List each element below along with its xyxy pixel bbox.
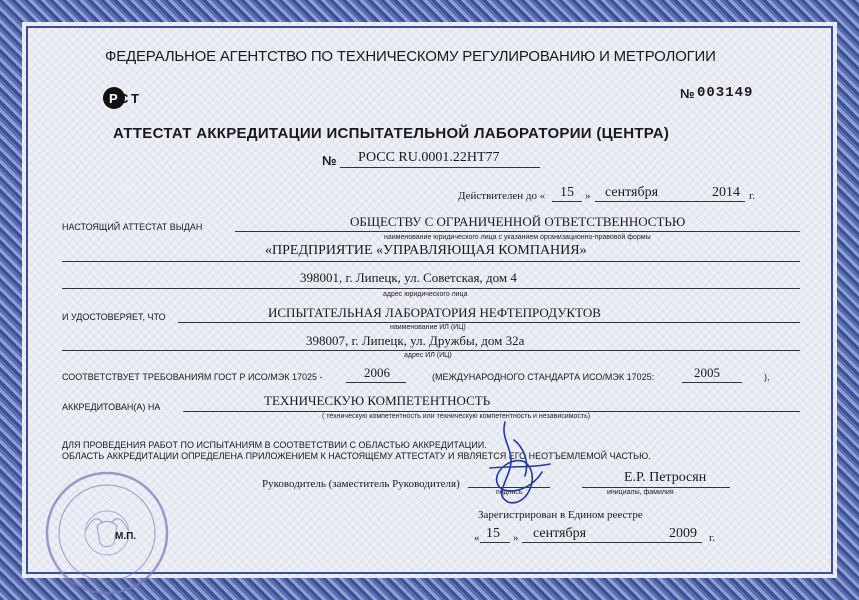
registered-suffix: г. <box>709 532 716 544</box>
validity-sep: » <box>585 190 591 202</box>
validity-day-line <box>552 201 582 202</box>
issued-caption2: адрес юридического лица <box>383 291 468 298</box>
signer-name-caption: инициалы, фамилия <box>607 489 674 496</box>
serial-number: 003149 <box>697 85 754 101</box>
accredited-label: АККРЕДИТОВАН(А) НА <box>62 402 161 412</box>
svg-text:Т: Т <box>131 91 139 106</box>
svg-text:С: С <box>119 91 129 106</box>
agency-title: ФЕДЕРАЛЬНОЕ АГЕНТСТВО ПО ТЕХНИЧЕСКОМУ РЕГУЛИРОВАНИЮ И МЕТРОЛОГИИ <box>105 48 716 65</box>
intl-label: (МЕЖДУНАРОДНОГО СТАНДАРТА ИСО/МЭК 17025: <box>432 372 655 382</box>
registered-month: сентября <box>533 526 587 541</box>
issued-address: 398001, г. Липецк, ул. Советская, дом 4 <box>300 270 517 285</box>
rst-logo <box>102 86 146 110</box>
validity-year: 2014 <box>712 185 740 200</box>
registered-sep: » <box>513 532 519 544</box>
official-seal <box>42 468 172 598</box>
intl-year: 2005 <box>694 365 720 380</box>
registered-open: « <box>474 532 480 544</box>
signature-graphic <box>470 410 560 520</box>
issued-address-underline <box>62 288 800 289</box>
certifies-address-underline <box>62 350 800 351</box>
sign-caption: подпись <box>496 489 523 496</box>
issued-line2: «ПРЕДПРИЯТИЕ «УПРАВЛЯЮЩАЯ КОМПАНИЯ» <box>265 243 587 258</box>
signer-name-underline <box>582 487 730 488</box>
validity-label: Действителен до « <box>458 190 546 202</box>
issued-line1-underline <box>235 231 800 232</box>
scope-line2: ОБЛАСТЬ АККРЕДИТАЦИИ ОПРЕДЕЛЕНА ПРИЛОЖЕНИЕМ К НАСТОЯЩЕМУ АТТЕСТАТУ И ЯВЛЯЕТСЯ ЕГО НЕОТЪЕМЛЕМОЙ ЧАСТЬЮ. <box>62 451 651 461</box>
gost-label: СООТВЕТСТВУЕТ ТРЕБОВАНИЯМ ГОСТ Р ИСО/МЭК 17025 - <box>62 372 323 382</box>
reg-prefix: № <box>322 153 337 168</box>
gost-year-underline <box>346 382 406 383</box>
intl-year-underline <box>682 382 742 383</box>
certifies-caption1: наименование ИЛ (ИЦ) <box>390 324 466 331</box>
validity-month-line <box>595 201 745 202</box>
serial-prefix: № <box>680 86 695 101</box>
standards-close: ), <box>764 372 770 382</box>
issued-label: НАСТОЯЩИЙ АТТЕСТАТ ВЫДАН <box>62 222 203 232</box>
document-title: АТТЕСТАТ АККРЕДИТАЦИИ ИСПЫТАТЕЛЬНОЙ ЛАБОРАТОРИИ (ЦЕНТРА) <box>113 125 670 142</box>
registered-label: Зарегистрирован в Едином реестре <box>478 509 643 521</box>
gost-year: 2006 <box>364 365 390 380</box>
rst-logo-icon <box>102 86 146 110</box>
accredited-caption: ( техническую компетентность или техническую компетентность и независимость) <box>322 413 591 420</box>
reg-underline <box>340 167 540 168</box>
scope-line1: ДЛЯ ПРОВЕДЕНИЯ РАБОТ ПО ИСПЫТАНИЯМ В СООТВЕТСТВИИ С ОБЛАСТЬЮ АККРЕДИТАЦИИ. <box>62 440 487 450</box>
accredited-value: ТЕХНИЧЕСКУЮ КОМПЕТЕНТНОСТЬ <box>264 393 491 408</box>
reg-number: РОСС RU.0001.22НТ77 <box>358 150 500 165</box>
certifies-caption2: адрес ИЛ (ИЦ) <box>404 352 452 359</box>
certifies-name-underline <box>178 322 800 323</box>
registered-day-underline <box>480 542 510 543</box>
svg-text:Р: Р <box>109 91 118 106</box>
signer-name: Е.Р. Петросян <box>624 470 707 485</box>
registered-month-underline <box>522 542 702 543</box>
issued-line1: ОБЩЕСТВУ С ОГРАНИЧЕННОЙ ОТВЕТСТВЕННОСТЬЮ <box>350 214 686 229</box>
issued-caption1: наименование юридического лица с указанием организационно-правовой формы <box>384 234 651 241</box>
validity-day: 15 <box>560 185 574 200</box>
issued-line2-underline <box>62 261 800 262</box>
certifies-label: И УДОСТОВЕРЯЕТ, ЧТО <box>62 312 166 322</box>
signer-role: Руководитель (заместитель Руководителя) <box>262 478 460 490</box>
registered-year: 2009 <box>669 526 697 541</box>
stamp-label: М.П. <box>115 531 137 542</box>
validity-suffix: г. <box>749 190 756 202</box>
certifies-name: ИСПЫТАТЕЛЬНАЯ ЛАБОРАТОРИЯ НЕФТЕПРОДУКТОВ <box>268 305 601 320</box>
registered-day: 15 <box>486 526 500 541</box>
validity-month: сентября <box>605 185 659 200</box>
certifies-address: 398007, г. Липецк, ул. Дружбы, дом 32а <box>306 333 525 348</box>
